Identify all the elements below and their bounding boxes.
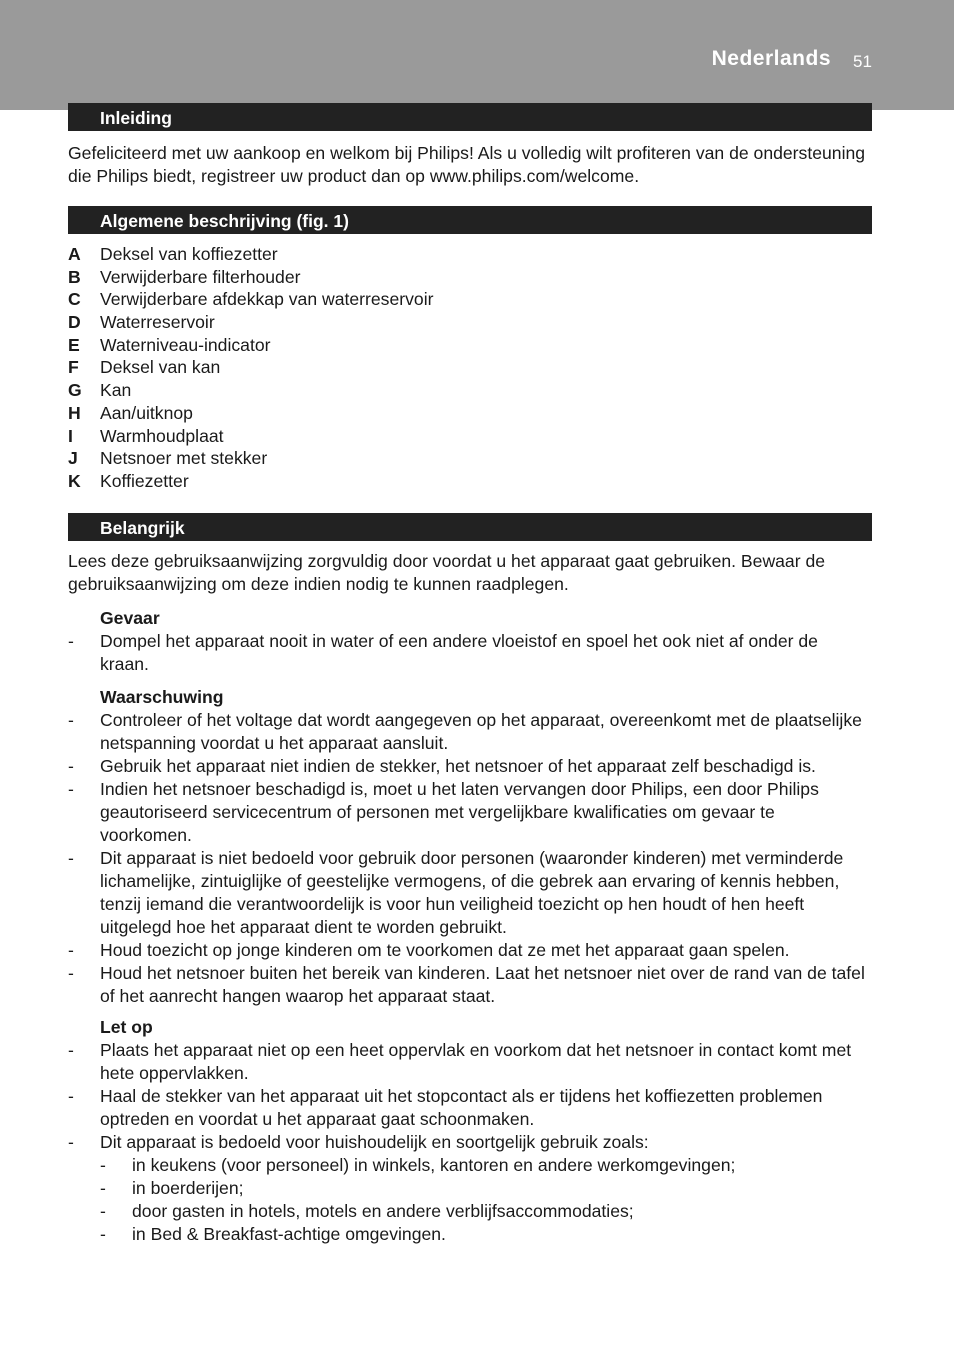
list-item: - Dompel het apparaat nooit in water of een andere vloeistof en spoel het ook niet af onder de kraan. — [68, 631, 818, 674]
parts-list — [68, 243, 868, 493]
list-item — [68, 266, 868, 289]
item-text: Waterniveau-indicator — [100, 334, 271, 355]
important-intro-paragraph: Lees deze gebruiksaanwijzing zorgvuldig door voordat u het apparaat gaat gebruiken. Bewaar de gebruiksaanwijzing om deze indien nodig te kunnen raadplegen. — [68, 551, 826, 594]
item-letter: I — [68, 425, 73, 446]
list-item — [68, 447, 868, 470]
item-text: Waterreservoir — [100, 312, 215, 333]
item-text: Dompel het apparaat nooit in water of een andere vloeistof en spoel het ook niet af onder de kraan. — [100, 631, 818, 674]
item-letter: E — [68, 334, 80, 355]
section-title-important: Belangrijk — [68, 513, 872, 541]
list-item: - Controleer of het voltage dat wordt aangegeven op het apparaat, overeenkomt met de plaatselijke netspanning voordat u het apparaat aansluit. — [68, 710, 862, 753]
item-text: door gasten in hotels, motels en andere verblijfsaccommodaties; — [132, 1201, 634, 1221]
danger-heading: Gevaar — [100, 608, 160, 628]
section-title-intro: Inleiding — [68, 103, 872, 131]
caution-heading: Let op — [100, 1017, 153, 1037]
item-text: Haal de stekker van het apparaat uit het stopcontact als er tijdens het koffiezetten problemen optreden en voordat u het apparaat gaat schoonmaken. — [100, 1086, 823, 1129]
section-title-description: Algemene beschrijving (fig. 1) — [68, 206, 872, 234]
list-item — [68, 379, 868, 402]
intro-paragraph: Gefeliciteerd met uw aankoop en welkom bij Philips! Als u volledig wilt profiteren van de ondersteuning die Philips biedt, registreer uw product dan op www.philips.com/welcome. — [68, 143, 866, 186]
list-item — [68, 470, 868, 493]
item-text: Plaats het apparaat niet op een heet oppervlak en voorkom dat het netsnoer in contact komt met hete oppervlakken. — [100, 1040, 852, 1083]
caution-list — [68, 1039, 868, 1246]
header-bar — [0, 0, 954, 110]
list-item: - Gebruik het apparaat niet indien de stekker, het netsnoer of het apparaat zelf beschadigd is. — [68, 756, 816, 776]
item-text: Verwijderbare filterhouder — [100, 266, 301, 287]
item-text: in keukens (voor personeel) in winkels, kantoren en andere werkomgevingen; — [132, 1155, 736, 1175]
item-text: Gebruik het apparaat niet indien de stekker, het netsnoer of het apparaat zelf beschadigd is. — [100, 756, 816, 776]
sub-list-item: - in Bed & Breakfast-achtige omgevingen. — [100, 1224, 446, 1244]
item-letter: G — [68, 380, 82, 401]
item-text: Kan — [100, 380, 132, 401]
list-item: - Haal de stekker van het apparaat uit het stopcontact als er tijdens het koffiezetten problemen optreden en voordat u het apparaat gaat schoonmaken. — [68, 1086, 823, 1129]
list-item: - Dit apparaat is niet bedoeld voor gebruik door personen (waaronder kinderen) met verminderde lichamelijke, zintuiglijke of geestelijke vermogens, of die gebrek aan ervaring of kennis hebben, tenzij iemand die verantwoordelijk is voor hun veiligheid toezicht op hen houdt of hen heeft uitgelegd hoe het apparaat dient te worden gebruikt. — [68, 848, 844, 937]
list-item — [68, 311, 868, 334]
item-letter: A — [68, 244, 81, 264]
list-item: - Dit apparaat is bedoeld voor huishoudelijk en soortgelijk gebruik zoals: — [68, 1132, 649, 1152]
list-item — [68, 334, 868, 357]
item-text: Koffiezetter — [100, 470, 189, 491]
item-text: Dit apparaat is bedoeld voor huishoudelijk en soortgelijk gebruik zoals: — [100, 1132, 649, 1152]
item-letter: C — [68, 289, 81, 310]
list-item — [68, 243, 868, 266]
item-letter: D — [68, 312, 81, 333]
item-letter: H — [68, 402, 81, 423]
item-text: in Bed & Breakfast-achtige omgevingen. — [132, 1224, 446, 1244]
item-text: Indien het netsnoer beschadigd is, moet u het laten vervangen door Philips, een door Philips geautoriseerd servicecentrum of personen met vergelijkbare kwalificaties om gevaar te voorkomen. — [100, 779, 819, 845]
item-text: Deksel van koffiezetter — [100, 244, 278, 264]
sub-list-item: - in keukens (voor personeel) in winkels, kantoren en andere werkomgevingen; — [100, 1155, 736, 1175]
list-item: - Houd het netsnoer buiten het bereik van kinderen. Laat het netsnoer niet over de rand van de tafel of het aanrecht hangen waarop het apparaat staat. — [68, 963, 865, 1006]
list-item — [68, 402, 868, 425]
page-number: 51 — [853, 52, 872, 71]
list-item: - Houd toezicht op jonge kinderen om te voorkomen dat ze met het apparaat gaan spelen. — [68, 940, 790, 960]
item-text: Controleer of het voltage dat wordt aangegeven op het apparaat, overeenkomt met de plaatselijke netspanning voordat u het apparaat aansluit. — [100, 710, 862, 753]
language-label: Nederlands — [711, 47, 831, 70]
list-item — [68, 288, 868, 311]
danger-list — [68, 630, 868, 676]
item-letter: B — [68, 266, 81, 287]
sub-list-item: - in boerderijen; — [100, 1178, 244, 1198]
list-item — [68, 356, 868, 379]
item-text: Houd het netsnoer buiten het bereik van kinderen. Laat het netsnoer niet over de rand van de tafel of het aanrecht hangen waarop het apparaat staat. — [100, 963, 865, 1006]
item-text: Netsnoer met stekker — [100, 448, 268, 469]
warning-heading: Waarschuwing — [100, 687, 224, 707]
list-item — [68, 425, 868, 448]
item-text: Dit apparaat is niet bedoeld voor gebruik door personen (waaronder kinderen) met verminderde lichamelijke, zintuiglijke of geestelijke vermogens, of die gebrek aan ervaring of kennis hebben, tenzij iemand die verantwoordelijk is voor hun veiligheid toezicht op hen houdt of hen heeft uitgelegd hoe het apparaat dient te worden gebruikt. — [100, 848, 844, 937]
item-text: Houd toezicht op jonge kinderen om te voorkomen dat ze met het apparaat gaan spelen. — [100, 940, 790, 960]
item-text: Warmhoudplaat — [100, 425, 224, 446]
sub-list-item: - door gasten in hotels, motels en andere verblijfsaccommodaties; — [100, 1201, 634, 1221]
item-letter: J — [68, 448, 78, 469]
item-text: Verwijderbare afdekkap van waterreservoir — [100, 289, 434, 310]
item-letter: F — [68, 357, 79, 378]
item-letter: K — [68, 470, 81, 491]
item-text: Deksel van kan — [100, 357, 221, 378]
list-item: - Plaats het apparaat niet op een heet oppervlak en voorkom dat het netsnoer in contact komt met hete oppervlakken. — [68, 1040, 852, 1083]
item-text: in boerderijen; — [132, 1178, 244, 1198]
warning-list — [68, 709, 868, 1008]
item-text: Aan/uitknop — [100, 402, 193, 423]
list-item: - Indien het netsnoer beschadigd is, moet u het laten vervangen door Philips, een door Philips geautoriseerd servicecentrum of personen met vergelijkbare kwalificaties om gevaar te voorkomen. — [68, 779, 819, 845]
